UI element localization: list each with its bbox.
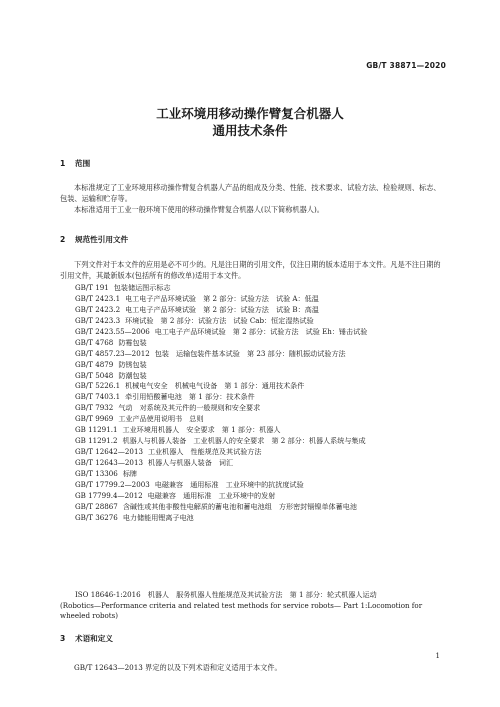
reference-item bbox=[75, 360, 445, 371]
reference-code: GB/T 28867 bbox=[75, 501, 118, 511]
reference-title: 电工电子产品环境试验 第 2 部分：试验方法 试验 Eh：锤击试验 bbox=[154, 326, 368, 336]
terms-paragraph: GB/T 12643—2013 界定的以及下列术语和定义适用于本文件。 bbox=[74, 663, 282, 672]
reference-item bbox=[75, 436, 445, 447]
reference-code: GB/T 36276 bbox=[75, 512, 118, 522]
reference-item bbox=[75, 513, 445, 524]
reference-title: 工业环境用机器人 安全要求 第 1 部分：机器人 bbox=[122, 425, 281, 435]
reference-code: GB/T 17799.2—2003 bbox=[75, 479, 150, 489]
reference-code: GB/T 191 bbox=[75, 283, 109, 292]
reference-title: 工业产品使用说明书 总则 bbox=[118, 414, 204, 424]
reference-title: 工业机器人 性能规范及其试验方法 bbox=[147, 447, 262, 457]
page-number: 1 bbox=[435, 652, 440, 660]
scope-paragraph-2: 本标准适用于工业一般环境下使用的移动操作臂复合机器人(以下简称机器人)。 bbox=[74, 205, 324, 214]
reference-item bbox=[75, 491, 445, 502]
reference-code: GB/T 9969 bbox=[75, 414, 114, 424]
reference-code: GB/T 2423.2 bbox=[75, 304, 121, 314]
reference-code: GB/T 2423.1 bbox=[75, 293, 121, 303]
reference-item bbox=[75, 294, 445, 305]
reference-list bbox=[75, 283, 445, 524]
reference-title: 气动 对系统及其元件的一般规则和安全要求 bbox=[118, 403, 261, 413]
reference-code: GB/T 7932 bbox=[75, 403, 114, 413]
reference-title: 包装 运输包装件基本试验 第 23 部分：随机振动试验方法 bbox=[154, 348, 346, 358]
reference-item bbox=[75, 469, 445, 480]
reference-item bbox=[75, 425, 445, 436]
reference-item bbox=[75, 403, 445, 414]
document-title-line2: 通用技术条件 bbox=[212, 123, 288, 138]
reference-item bbox=[75, 392, 445, 403]
reference-title: 电磁兼容 通用标准 工业环境中的发射 bbox=[147, 490, 276, 500]
reference-item bbox=[75, 480, 445, 491]
section-3-heading bbox=[60, 633, 113, 644]
reference-title: 电工电子产品环境试验 第 2 部分：试验方法 试验 B：高温 bbox=[125, 304, 319, 314]
section-3-number: 3 bbox=[60, 634, 66, 643]
reference-item bbox=[75, 458, 445, 469]
iso-reference-line3: wheeled robots) bbox=[60, 611, 119, 620]
reference-item bbox=[75, 502, 445, 513]
iso-reference-line2: (Robotics—Performance criteria and related test methods for service robots— Part 1:Locomotion for bbox=[60, 600, 423, 610]
document-title-line1: 工业环境用移动操作臂复合机器人 bbox=[156, 106, 344, 121]
reference-code: GB/T 2423.55—2006 bbox=[75, 326, 150, 336]
section-1-number: 1 bbox=[60, 159, 66, 168]
standard-number: GB/T 38871—2020 bbox=[366, 61, 446, 70]
iso-reference bbox=[60, 590, 445, 622]
reference-title: 防锈包装 bbox=[118, 359, 147, 369]
normative-intro: 下列文件对于本文件的应用是必不可少的。凡是注日期的引用文件，仅注日期的版本适用于本文件。凡是不注日期的引用文件，其最新版本(包括所有的修改单)适用于本文件。 bbox=[60, 260, 441, 280]
reference-title: 机器人与机器人装备 工业机器人的安全要求 第 2 部分：机器人系统与集成 bbox=[122, 436, 366, 446]
section-2-heading bbox=[60, 234, 128, 245]
reference-code: GB/T 4857.23—2012 bbox=[75, 348, 150, 358]
reference-code: GB/T 5048 bbox=[75, 370, 114, 380]
section-2-title: 规范性引用文件 bbox=[75, 235, 129, 244]
reference-code: GB 11291.2 bbox=[75, 436, 118, 446]
reference-title: 含碱性或其他非酸性电解质的蓄电池和蓄电池组 方形密封镉镍单体蓄电池 bbox=[122, 501, 357, 511]
reference-code: GB/T 4768 bbox=[75, 337, 114, 347]
reference-title: 包装储运图示标志 bbox=[113, 283, 171, 292]
reference-title: 标牌 bbox=[122, 468, 138, 478]
reference-item bbox=[75, 338, 445, 349]
reference-item bbox=[75, 305, 445, 316]
reference-title: 电工电子产品环境试验 第 2 部分：试验方法 试验 A：低温 bbox=[125, 293, 319, 303]
section-1-heading bbox=[60, 158, 90, 169]
reference-code: GB 11291.1 bbox=[75, 425, 118, 435]
reference-item bbox=[75, 447, 445, 458]
reference-title: 防霉包装 bbox=[118, 337, 147, 347]
section-3-title: 术语和定义 bbox=[75, 634, 113, 643]
reference-item bbox=[75, 381, 445, 392]
reference-title: 电磁兼容 通用标准 工业环境中的抗扰度试验 bbox=[154, 479, 304, 489]
section-1-title: 范围 bbox=[75, 159, 91, 168]
reference-item bbox=[75, 371, 445, 382]
reference-code: GB/T 13306 bbox=[75, 468, 118, 478]
reference-item bbox=[75, 414, 445, 425]
reference-code: GB/T 7403.1 bbox=[75, 392, 121, 402]
reference-title: 牵引用铅酸蓄电池 第 1 部分：技术条件 bbox=[125, 392, 255, 402]
reference-code: GB/T 4879 bbox=[75, 359, 114, 369]
reference-title: 机械电气安全 机械电气设备 第 1 部分：通用技术条件 bbox=[125, 381, 305, 391]
reference-title: 机器人与机器人装备 词汇 bbox=[147, 458, 234, 467]
reference-code: GB/T 12643—2013 bbox=[75, 458, 143, 467]
reference-item bbox=[75, 283, 445, 294]
reference-item bbox=[75, 316, 445, 327]
reference-title: 电力储能用锂离子电池 bbox=[122, 512, 194, 522]
iso-reference-line1: ISO 18646-1:2016 机器人 服务机器人性能规范及其试验方法 第 1 部分：轮式机器人运动 bbox=[75, 590, 377, 599]
reference-code: GB/T 2423.3 bbox=[75, 315, 121, 325]
scope-paragraph-1: 本标准规定了工业环境用移动操作臂复合机器人产品的组成及分类、性能、技术要求、试验方法、检验规则、标志、包装、运输和贮存等。 bbox=[60, 183, 441, 203]
reference-title: 防潮包装 bbox=[118, 370, 147, 380]
section-2-number: 2 bbox=[60, 235, 66, 244]
reference-item bbox=[75, 327, 445, 338]
reference-item bbox=[75, 349, 445, 360]
reference-title: 环境试验 第 2 部分：试验方法 试验 Cab：恒定湿热试验 bbox=[125, 315, 314, 325]
reference-code: GB 17799.4—2012 bbox=[75, 490, 143, 500]
reference-code: GB/T 12642—2013 bbox=[75, 447, 143, 457]
reference-code: GB/T 5226.1 bbox=[75, 381, 121, 391]
